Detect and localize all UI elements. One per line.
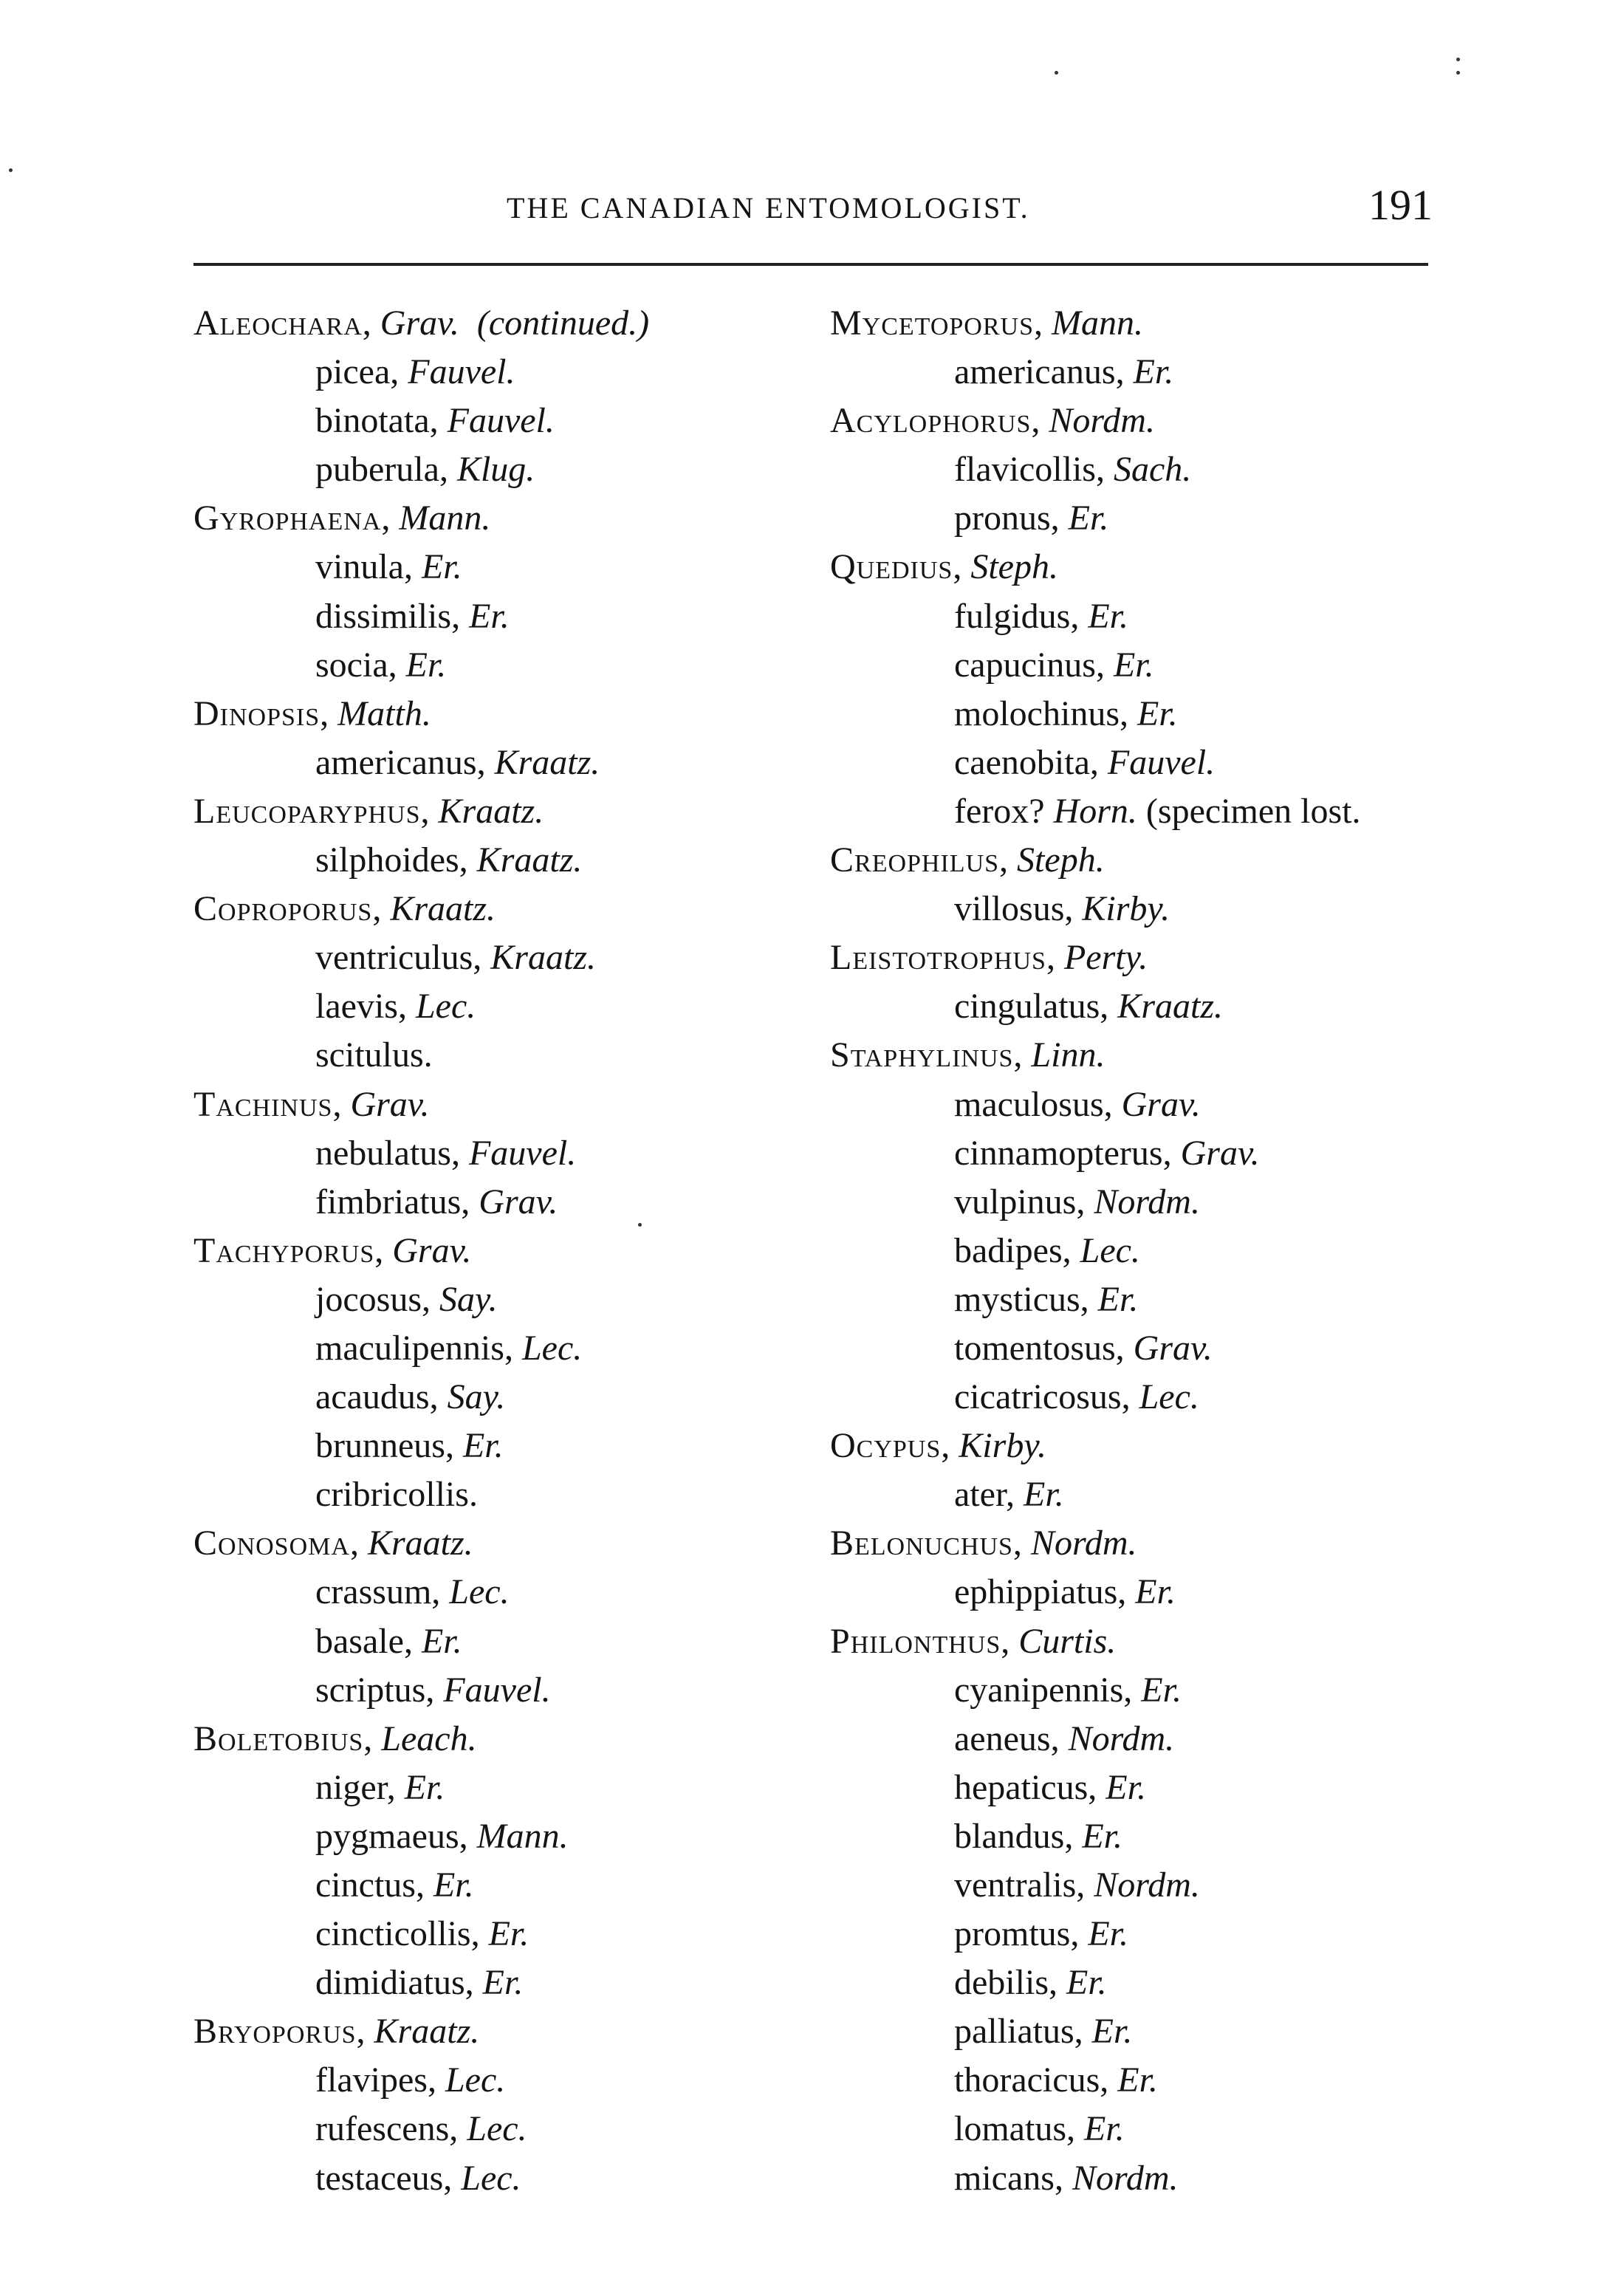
species-name: dissimilis bbox=[315, 596, 452, 636]
right-column bbox=[830, 299, 1495, 2203]
genus-name: Boletobius bbox=[193, 1718, 364, 1758]
author-abbreviation: Kraatz. bbox=[494, 742, 600, 782]
species-entry: americanus, Er. bbox=[954, 352, 1174, 392]
author-abbreviation: Er. bbox=[1084, 2109, 1125, 2149]
species-entry bbox=[830, 787, 1495, 836]
author-abbreviation: Matth. bbox=[337, 693, 431, 733]
species-name: maculosus bbox=[954, 1084, 1104, 1124]
author-abbreviation: Er. bbox=[1088, 1914, 1129, 1954]
author-abbreviation: Er. bbox=[1088, 596, 1129, 636]
species-name: crassum bbox=[315, 1572, 432, 1612]
species-name: testaceus bbox=[315, 2158, 444, 2198]
author-abbreviation: Lec. bbox=[449, 1572, 510, 1612]
species-name: cinctus bbox=[315, 1865, 416, 1905]
species-name: cinnamopterus bbox=[954, 1133, 1163, 1173]
species-entry bbox=[193, 1031, 836, 1080]
species-entry: cingulatus, Kraatz. bbox=[954, 987, 1224, 1027]
left-column bbox=[193, 299, 836, 2203]
species-entry: picea, Fauvel. bbox=[315, 352, 515, 392]
author-abbreviation: Kirby. bbox=[1082, 889, 1170, 929]
author-abbreviation: Er. bbox=[488, 1914, 529, 1954]
genus-entry: Coproporus, Kraatz. bbox=[193, 889, 496, 929]
species-name: puberula bbox=[315, 450, 439, 490]
page-header bbox=[192, 176, 1433, 235]
species-name: lomatus bbox=[954, 2109, 1066, 2149]
species-entry: molochinus, Er. bbox=[954, 693, 1178, 733]
genus-entry: Tachinus, Grav. bbox=[193, 1084, 430, 1124]
genus-entry: Boletobius, Leach. bbox=[193, 1718, 477, 1758]
genus-name: Staphylinus bbox=[830, 1035, 1014, 1075]
genus-entry: Staphylinus, Linn. bbox=[830, 1035, 1105, 1075]
species-entry: blandus, Er. bbox=[954, 1816, 1123, 1856]
species-name: americanus bbox=[954, 352, 1116, 392]
species-name: nebulatus bbox=[315, 1133, 451, 1173]
species-entry: binotata, Fauvel. bbox=[315, 401, 555, 441]
genus-entry: Ocypus, Kirby. bbox=[830, 1426, 1046, 1466]
species-entry: mysticus, Er. bbox=[954, 1279, 1139, 1319]
author-abbreviation: Er. bbox=[1137, 693, 1178, 733]
genus-entry: Leistotrophus, Perty. bbox=[830, 938, 1148, 978]
author-abbreviation: Er. bbox=[1024, 1475, 1064, 1515]
species-name: scriptus bbox=[315, 1670, 426, 1710]
author-abbreviation: Kraatz. bbox=[490, 938, 596, 978]
specimen-remark: (specimen lost. bbox=[1145, 791, 1361, 831]
species-entry: tomentosus, Grav. bbox=[954, 1328, 1213, 1368]
author-abbreviation: Er. bbox=[421, 1621, 462, 1661]
author-abbreviation: Fauvel. bbox=[443, 1670, 551, 1710]
genus-name: Mycetoporus bbox=[830, 304, 1034, 343]
genus-name: Quedius bbox=[830, 547, 953, 587]
author-abbreviation: Grav. bbox=[380, 304, 459, 343]
author-abbreviation: Kraatz. bbox=[390, 889, 496, 929]
author-abbreviation: Kraatz. bbox=[1117, 987, 1224, 1027]
author-abbreviation: Grav. bbox=[350, 1084, 430, 1124]
species-name: laevis bbox=[315, 987, 398, 1027]
genus-name: Tachyporus bbox=[193, 1230, 375, 1270]
author-abbreviation: Say. bbox=[447, 1377, 506, 1417]
species-name: binotata bbox=[315, 401, 430, 441]
species-entry: cinnamopterus, Grav. bbox=[954, 1133, 1260, 1173]
species-name: cingulatus bbox=[954, 987, 1100, 1027]
species-entry: jocosus, Say. bbox=[315, 1279, 498, 1319]
genus-name: Leistotrophus bbox=[830, 938, 1046, 978]
genus-entry: Dinopsis, Matth. bbox=[193, 693, 431, 733]
genus-name: Philonthus bbox=[830, 1621, 1001, 1661]
author-abbreviation: Er. bbox=[1082, 1816, 1123, 1856]
author-abbreviation: Nordm. bbox=[1094, 1865, 1200, 1905]
species-name: capucinus bbox=[954, 645, 1096, 685]
author-abbreviation: Er. bbox=[1133, 352, 1174, 392]
species-name: caenobita bbox=[954, 742, 1090, 782]
author-abbreviation: Lec. bbox=[521, 1328, 583, 1368]
author-abbreviation: Lec. bbox=[461, 2158, 521, 2198]
species-entry: scriptus, Fauvel. bbox=[315, 1670, 551, 1710]
species-name: silphoides bbox=[315, 840, 459, 880]
species-name: cincticollis bbox=[315, 1914, 471, 1954]
species-entry: cinctus, Er. bbox=[315, 1865, 474, 1905]
author-abbreviation: Er. bbox=[1068, 498, 1109, 538]
author-abbreviation: Mann. bbox=[399, 498, 491, 538]
species-entry: fimbriatus, Grav. bbox=[315, 1182, 558, 1221]
print-speck bbox=[1456, 71, 1460, 75]
species-name: ventriculus bbox=[315, 938, 473, 978]
author-abbreviation: Kraatz. bbox=[374, 2012, 480, 2052]
species-entry: ephippiatus, Er. bbox=[954, 1572, 1176, 1612]
species-entry: silphoides, Kraatz. bbox=[315, 840, 583, 880]
species-name: scitulus. bbox=[315, 1035, 433, 1075]
author-abbreviation: Nordm. bbox=[1049, 401, 1155, 441]
species-entry bbox=[193, 1470, 836, 1519]
genus-entry: Creophilus, Steph. bbox=[830, 840, 1105, 880]
genus-entry: Mycetoporus, Mann. bbox=[830, 304, 1143, 343]
species-entry: aeneus, Nordm. bbox=[954, 1718, 1175, 1758]
print-speck bbox=[638, 1223, 642, 1227]
genus-name: Tachinus bbox=[193, 1084, 333, 1124]
genus-entry: Gyrophaena, Mann. bbox=[193, 498, 491, 538]
genus-entry: Tachyporus, Grav. bbox=[193, 1230, 472, 1270]
author-abbreviation: Kraatz. bbox=[438, 791, 544, 831]
species-entry: ventriculus, Kraatz. bbox=[315, 938, 596, 978]
species-name: badipes bbox=[954, 1230, 1063, 1270]
author-abbreviation: Er. bbox=[469, 596, 510, 636]
author-abbreviation: Lec. bbox=[445, 2060, 506, 2100]
species-name: cribricollis. bbox=[315, 1475, 478, 1515]
species-entry: brunneus, Er. bbox=[315, 1426, 504, 1466]
species-name: niger bbox=[315, 1767, 387, 1807]
species-name: cicatricosus bbox=[954, 1377, 1122, 1417]
author-abbreviation: Er. bbox=[1066, 1963, 1107, 2003]
species-name: socia bbox=[315, 645, 388, 685]
species-name: flavicollis bbox=[954, 450, 1096, 490]
species-name: basale bbox=[315, 1621, 404, 1661]
species-entry: cicatricosus, Lec. bbox=[954, 1377, 1199, 1417]
author-abbreviation: Steph. bbox=[1017, 840, 1105, 880]
species-name: rufescens bbox=[315, 2109, 450, 2149]
genus-name: Leucoparyphus bbox=[193, 791, 421, 831]
species-name: fulgidus bbox=[954, 596, 1071, 636]
species-entry: thoracicus, Er. bbox=[954, 2060, 1158, 2100]
author-abbreviation: Perty. bbox=[1063, 938, 1148, 978]
print-speck bbox=[9, 168, 13, 172]
author-abbreviation: Er. bbox=[462, 1426, 504, 1466]
species-name: fimbriatus bbox=[315, 1182, 462, 1221]
author-abbreviation: Lec. bbox=[467, 2109, 527, 2149]
author-abbreviation: Lec. bbox=[1080, 1230, 1140, 1270]
species-entry: vinula, Er. bbox=[315, 547, 462, 587]
species-name: tomentosus bbox=[954, 1328, 1116, 1368]
species-entry: badipes, Lec. bbox=[954, 1230, 1140, 1270]
author-abbreviation: Grav. bbox=[1133, 1328, 1213, 1368]
author-abbreviation: Fauvel. bbox=[447, 401, 555, 441]
species-entry: micans, Nordm. bbox=[954, 2158, 1179, 2198]
species-name: cyanipennis bbox=[954, 1670, 1124, 1710]
author-abbreviation: Mann. bbox=[476, 1816, 569, 1856]
genus-entry: Quedius, Steph. bbox=[830, 547, 1058, 587]
species-name: ater bbox=[954, 1475, 1007, 1515]
species-entry: laevis, Lec. bbox=[315, 987, 476, 1027]
species-entry: maculosus, Grav. bbox=[954, 1084, 1201, 1124]
species-entry: capucinus, Er. bbox=[954, 645, 1154, 685]
author-abbreviation: Grav. bbox=[392, 1230, 472, 1270]
species-entry: hepaticus, Er. bbox=[954, 1767, 1146, 1807]
author-abbreviation: Nordm. bbox=[1068, 1718, 1175, 1758]
species-entry: dimidiatus, Er. bbox=[315, 1963, 524, 2003]
species-entry: ventralis, Nordm. bbox=[954, 1865, 1200, 1905]
author-abbreviation: Er. bbox=[1117, 2060, 1158, 2100]
species-entry: vulpinus, Nordm. bbox=[954, 1182, 1200, 1221]
author-abbreviation: Nordm. bbox=[1072, 2158, 1179, 2198]
author-abbreviation: Er. bbox=[1141, 1670, 1182, 1710]
species-name: molochinus bbox=[954, 693, 1120, 733]
species-name: ventralis bbox=[954, 1865, 1077, 1905]
species-entry: debilis, Er. bbox=[954, 1963, 1107, 2003]
genus-entry: Philonthus, Curtis. bbox=[830, 1621, 1117, 1661]
species-name: hepaticus bbox=[954, 1767, 1089, 1807]
species-entry: ater, Er. bbox=[954, 1475, 1064, 1515]
author-abbreviation: Mann. bbox=[1052, 304, 1143, 343]
species-name: ephippiatus bbox=[954, 1572, 1118, 1612]
author-abbreviation: Horn. bbox=[1053, 791, 1137, 831]
species-entry: socia, Er. bbox=[315, 645, 447, 685]
species-entry: basale, Er. bbox=[315, 1621, 462, 1661]
author-abbreviation: Kirby. bbox=[959, 1426, 1046, 1466]
author-abbreviation: Kraatz. bbox=[367, 1524, 473, 1563]
species-entry: caenobita, Fauvel. bbox=[954, 742, 1216, 782]
genus-entry: Acylophorus, Nordm. bbox=[830, 401, 1155, 441]
species-name: blandus bbox=[954, 1816, 1065, 1856]
species-name: brunneus bbox=[315, 1426, 445, 1466]
species-entry: pronus, Er. bbox=[954, 498, 1109, 538]
author-abbreviation: Grav. bbox=[479, 1182, 558, 1221]
genus-name: Conosoma bbox=[193, 1524, 350, 1563]
genus-entry: Bryoporus, Kraatz. bbox=[193, 2012, 480, 2052]
species-name: thoracicus bbox=[954, 2060, 1100, 2100]
genus-name: Bryoporus bbox=[193, 2012, 357, 2052]
author-abbreviation: Nordm. bbox=[1030, 1524, 1137, 1563]
species-entry: flavipes, Lec. bbox=[315, 2060, 506, 2100]
author-abbreviation: Steph. bbox=[970, 547, 1058, 587]
species-entry: niger, Er. bbox=[315, 1767, 445, 1807]
species-entry: villosus, Kirby. bbox=[954, 889, 1170, 929]
author-abbreviation: Linn. bbox=[1031, 1035, 1105, 1075]
species-entry: puberula, Klug. bbox=[315, 450, 535, 490]
author-abbreviation: Fauvel. bbox=[408, 352, 515, 392]
species-entry: maculipennis, Lec. bbox=[315, 1328, 583, 1368]
author-abbreviation: Grav. bbox=[1121, 1084, 1201, 1124]
author-abbreviation: Say. bbox=[439, 1279, 498, 1319]
running-title: THE CANADIAN ENTOMOLOGIST. bbox=[507, 191, 1030, 225]
species-name: micans bbox=[954, 2158, 1055, 2198]
genus-name: Acylophorus bbox=[830, 401, 1032, 441]
species-name: pronus bbox=[954, 498, 1051, 538]
species-name: debilis bbox=[954, 1963, 1049, 2003]
header-rule bbox=[193, 263, 1428, 266]
species-name: promtus bbox=[954, 1914, 1071, 1954]
species-name: aeneus bbox=[954, 1718, 1051, 1758]
author-abbreviation: Er. bbox=[1091, 2012, 1133, 2052]
species-entry: pygmaeus, Mann. bbox=[315, 1816, 569, 1856]
page-number: 191 bbox=[1368, 181, 1433, 229]
author-abbreviation: Klug. bbox=[456, 450, 535, 490]
species-entry: promtus, Er. bbox=[954, 1914, 1129, 1954]
species-name: flavipes bbox=[315, 2060, 428, 2100]
author-abbreviation: Er. bbox=[1113, 645, 1154, 685]
genus-entry: Conosoma, Kraatz. bbox=[193, 1524, 473, 1563]
species-entry: crassum, Lec. bbox=[315, 1572, 510, 1612]
author-abbreviation: Lec. bbox=[1139, 1377, 1199, 1417]
species-entry: testaceus, Lec. bbox=[315, 2158, 521, 2198]
species-entry: palliatus, Er. bbox=[954, 2012, 1133, 2052]
species-entry: lomatus, Er. bbox=[954, 2109, 1125, 2149]
species-entry: fulgidus, Er. bbox=[954, 596, 1129, 636]
species-entry: cincticollis, Er. bbox=[315, 1914, 529, 1954]
species-entry: rufescens, Lec. bbox=[315, 2109, 527, 2149]
species-name: maculipennis bbox=[315, 1328, 504, 1368]
author-abbreviation: Curtis. bbox=[1018, 1621, 1117, 1661]
species-name: palliatus bbox=[954, 2012, 1074, 2052]
species-name: dimidiatus bbox=[315, 1963, 465, 2003]
genus-name: Creophilus bbox=[830, 840, 1000, 880]
species-name: jocosus bbox=[315, 1279, 422, 1319]
genus-name: Dinopsis bbox=[193, 693, 320, 733]
author-abbreviation: Er. bbox=[405, 645, 447, 685]
author-abbreviation: Er. bbox=[1105, 1767, 1146, 1807]
species-name: vulpinus bbox=[954, 1182, 1077, 1221]
author-abbreviation: Er. bbox=[433, 1865, 474, 1905]
author-abbreviation: Er. bbox=[1135, 1572, 1176, 1612]
author-abbreviation: Er. bbox=[482, 1963, 524, 2003]
author-abbreviation: Er. bbox=[1097, 1279, 1139, 1319]
species-entry: dissimilis, Er. bbox=[315, 596, 510, 636]
author-abbreviation: Er. bbox=[421, 547, 462, 587]
genus-entry: Leucoparyphus, Kraatz. bbox=[193, 791, 544, 831]
genus-entry: Belonuchus, Nordm. bbox=[830, 1524, 1137, 1563]
print-speck bbox=[1055, 71, 1058, 75]
species-name: acaudus bbox=[315, 1377, 430, 1417]
author-abbreviation: Leach. bbox=[381, 1718, 477, 1758]
print-speck bbox=[1456, 58, 1460, 61]
author-abbreviation: Grav. bbox=[1180, 1133, 1260, 1173]
author-abbreviation: Fauvel. bbox=[1107, 742, 1216, 782]
species-entry: americanus, Kraatz. bbox=[315, 742, 600, 782]
genus-name: Gyrophaena bbox=[193, 498, 382, 538]
species-entry: cyanipennis, Er. bbox=[954, 1670, 1182, 1710]
species-name: vinula bbox=[315, 547, 404, 587]
species-name: villosus bbox=[954, 889, 1065, 929]
genus-name: Aleochara bbox=[193, 304, 363, 343]
species-name: americanus bbox=[315, 742, 477, 782]
continued-note: (continued.) bbox=[476, 304, 650, 343]
author-abbreviation: Kraatz. bbox=[476, 840, 583, 880]
author-abbreviation: Sach. bbox=[1113, 450, 1192, 490]
species-name: pygmaeus bbox=[315, 1816, 459, 1856]
author-abbreviation: Nordm. bbox=[1094, 1182, 1200, 1221]
species-name: ferox? bbox=[954, 791, 1045, 831]
genus-entry: Aleochara, Grav. (continued.) bbox=[193, 304, 650, 343]
species-name: mysticus bbox=[954, 1279, 1080, 1319]
genus-name: Ocypus bbox=[830, 1426, 942, 1466]
author-abbreviation: Lec. bbox=[415, 987, 476, 1027]
species-entry: nebulatus, Fauvel. bbox=[315, 1133, 577, 1173]
genus-name: Belonuchus bbox=[830, 1524, 1013, 1563]
author-abbreviation: Er. bbox=[404, 1767, 445, 1807]
genus-name: Coproporus bbox=[193, 889, 373, 929]
author-abbreviation: Fauvel. bbox=[468, 1133, 577, 1173]
species-entry: flavicollis, Sach. bbox=[954, 450, 1192, 490]
species-name: picea bbox=[315, 352, 391, 392]
species-entry: acaudus, Say. bbox=[315, 1377, 506, 1417]
